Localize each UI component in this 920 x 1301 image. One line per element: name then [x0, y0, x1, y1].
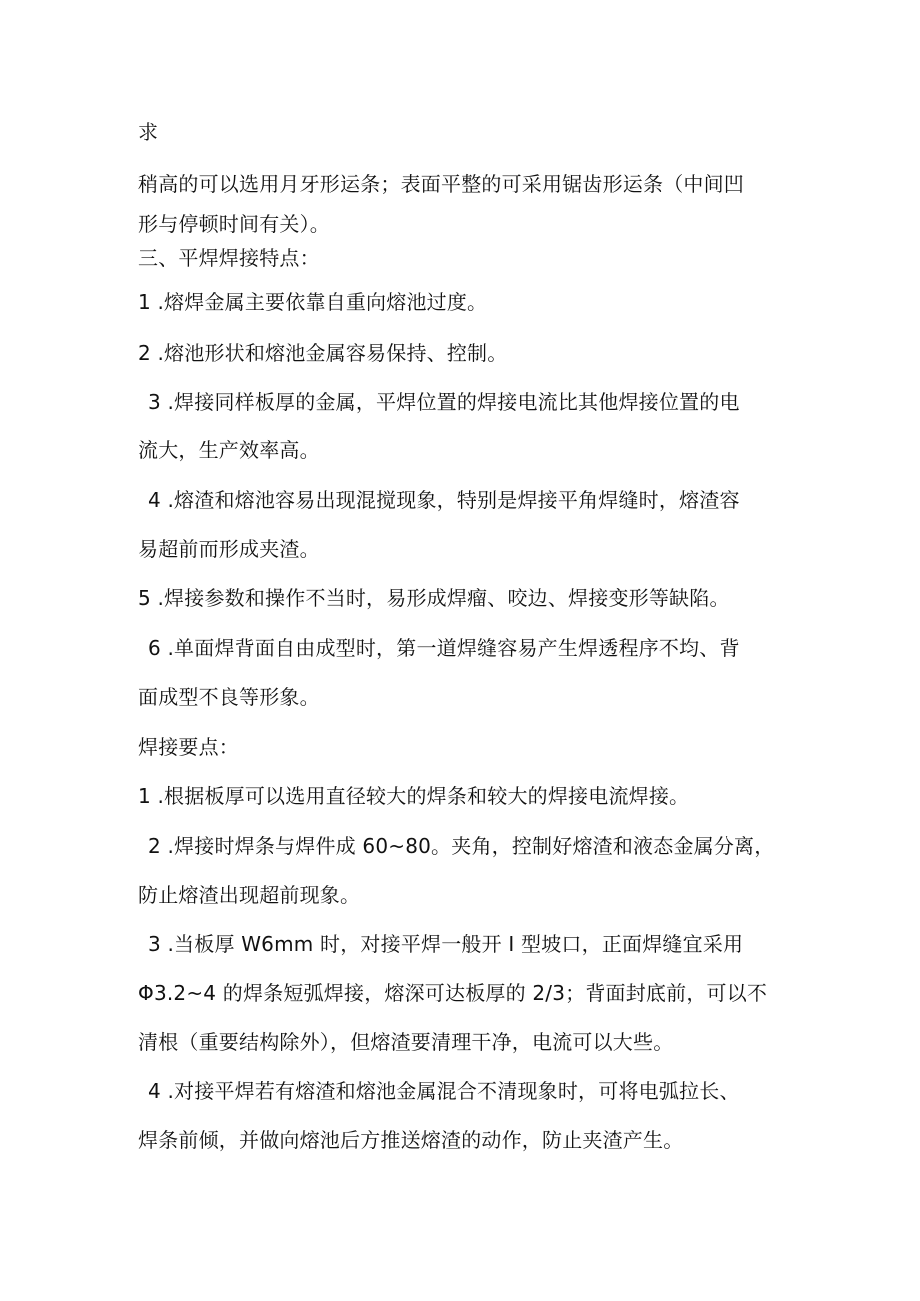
list-item: 3 .当板厚 W6mm 时，对接平焊一般开 I 型坡口，正面焊缝宜采用: [148, 932, 744, 956]
text-line: 稍高的可以选用月牙形运条；表面平整的可采用锯齿形运条（中间凹: [138, 172, 744, 196]
text-line: 求: [138, 120, 159, 144]
text-line: Φ3.2~4 的焊条短弧焊接，熔深可达板厚的 2/3；背面封底前，可以不: [138, 981, 768, 1005]
text-line: 易超前而形成夹渣。: [138, 537, 320, 561]
list-item: 2 .焊接时焊条与焊件成 60~80。夹角，控制好熔渣和液态金属分离，: [148, 834, 775, 858]
section-heading: 三、平焊焊接特点：: [138, 246, 320, 270]
text-line: 清根（重要结构除外），但熔渣要清理干净，电流可以大些。: [138, 1030, 674, 1054]
section-heading: 焊接要点：: [138, 735, 239, 759]
text-line: 形与停顿时间有关）。: [138, 212, 330, 236]
text-line: 面成型不良等形象。: [138, 685, 320, 709]
list-item: 4 .对接平焊若有熔渣和熔池金属混合不清现象时，可将电弧拉长、: [148, 1079, 740, 1103]
list-item: 5 .焊接参数和操作不当时，易形成焊瘤、咬边、焊接变形等缺陷。: [138, 586, 730, 610]
text-line: 防止熔渣出现超前现象。: [138, 883, 361, 907]
list-item: 2 .熔池形状和熔池金属容易保持、控制。: [138, 341, 508, 365]
text-line: 焊条前倾，并做向熔池后方推送熔渣的动作，防止夹渣产生。: [138, 1128, 684, 1152]
list-item: 1 .根据板厚可以选用直径较大的焊条和较大的焊接电流焊接。: [138, 784, 690, 808]
list-item: 1 .熔焊金属主要依靠自重向熔池过度。: [138, 290, 488, 314]
list-item: 4 .熔渣和熔池容易出现混搅现象，特别是焊接平角焊缝时，熔渣容: [148, 488, 740, 512]
list-item: 3 .焊接同样板厚的金属，平焊位置的焊接电流比其他焊接位置的电: [148, 390, 740, 414]
text-line: 流大，生产效率高。: [138, 438, 320, 462]
list-item: 6 .单面焊背面自由成型时，第一道焊缝容易产生焊透程序不均、背: [148, 636, 740, 660]
